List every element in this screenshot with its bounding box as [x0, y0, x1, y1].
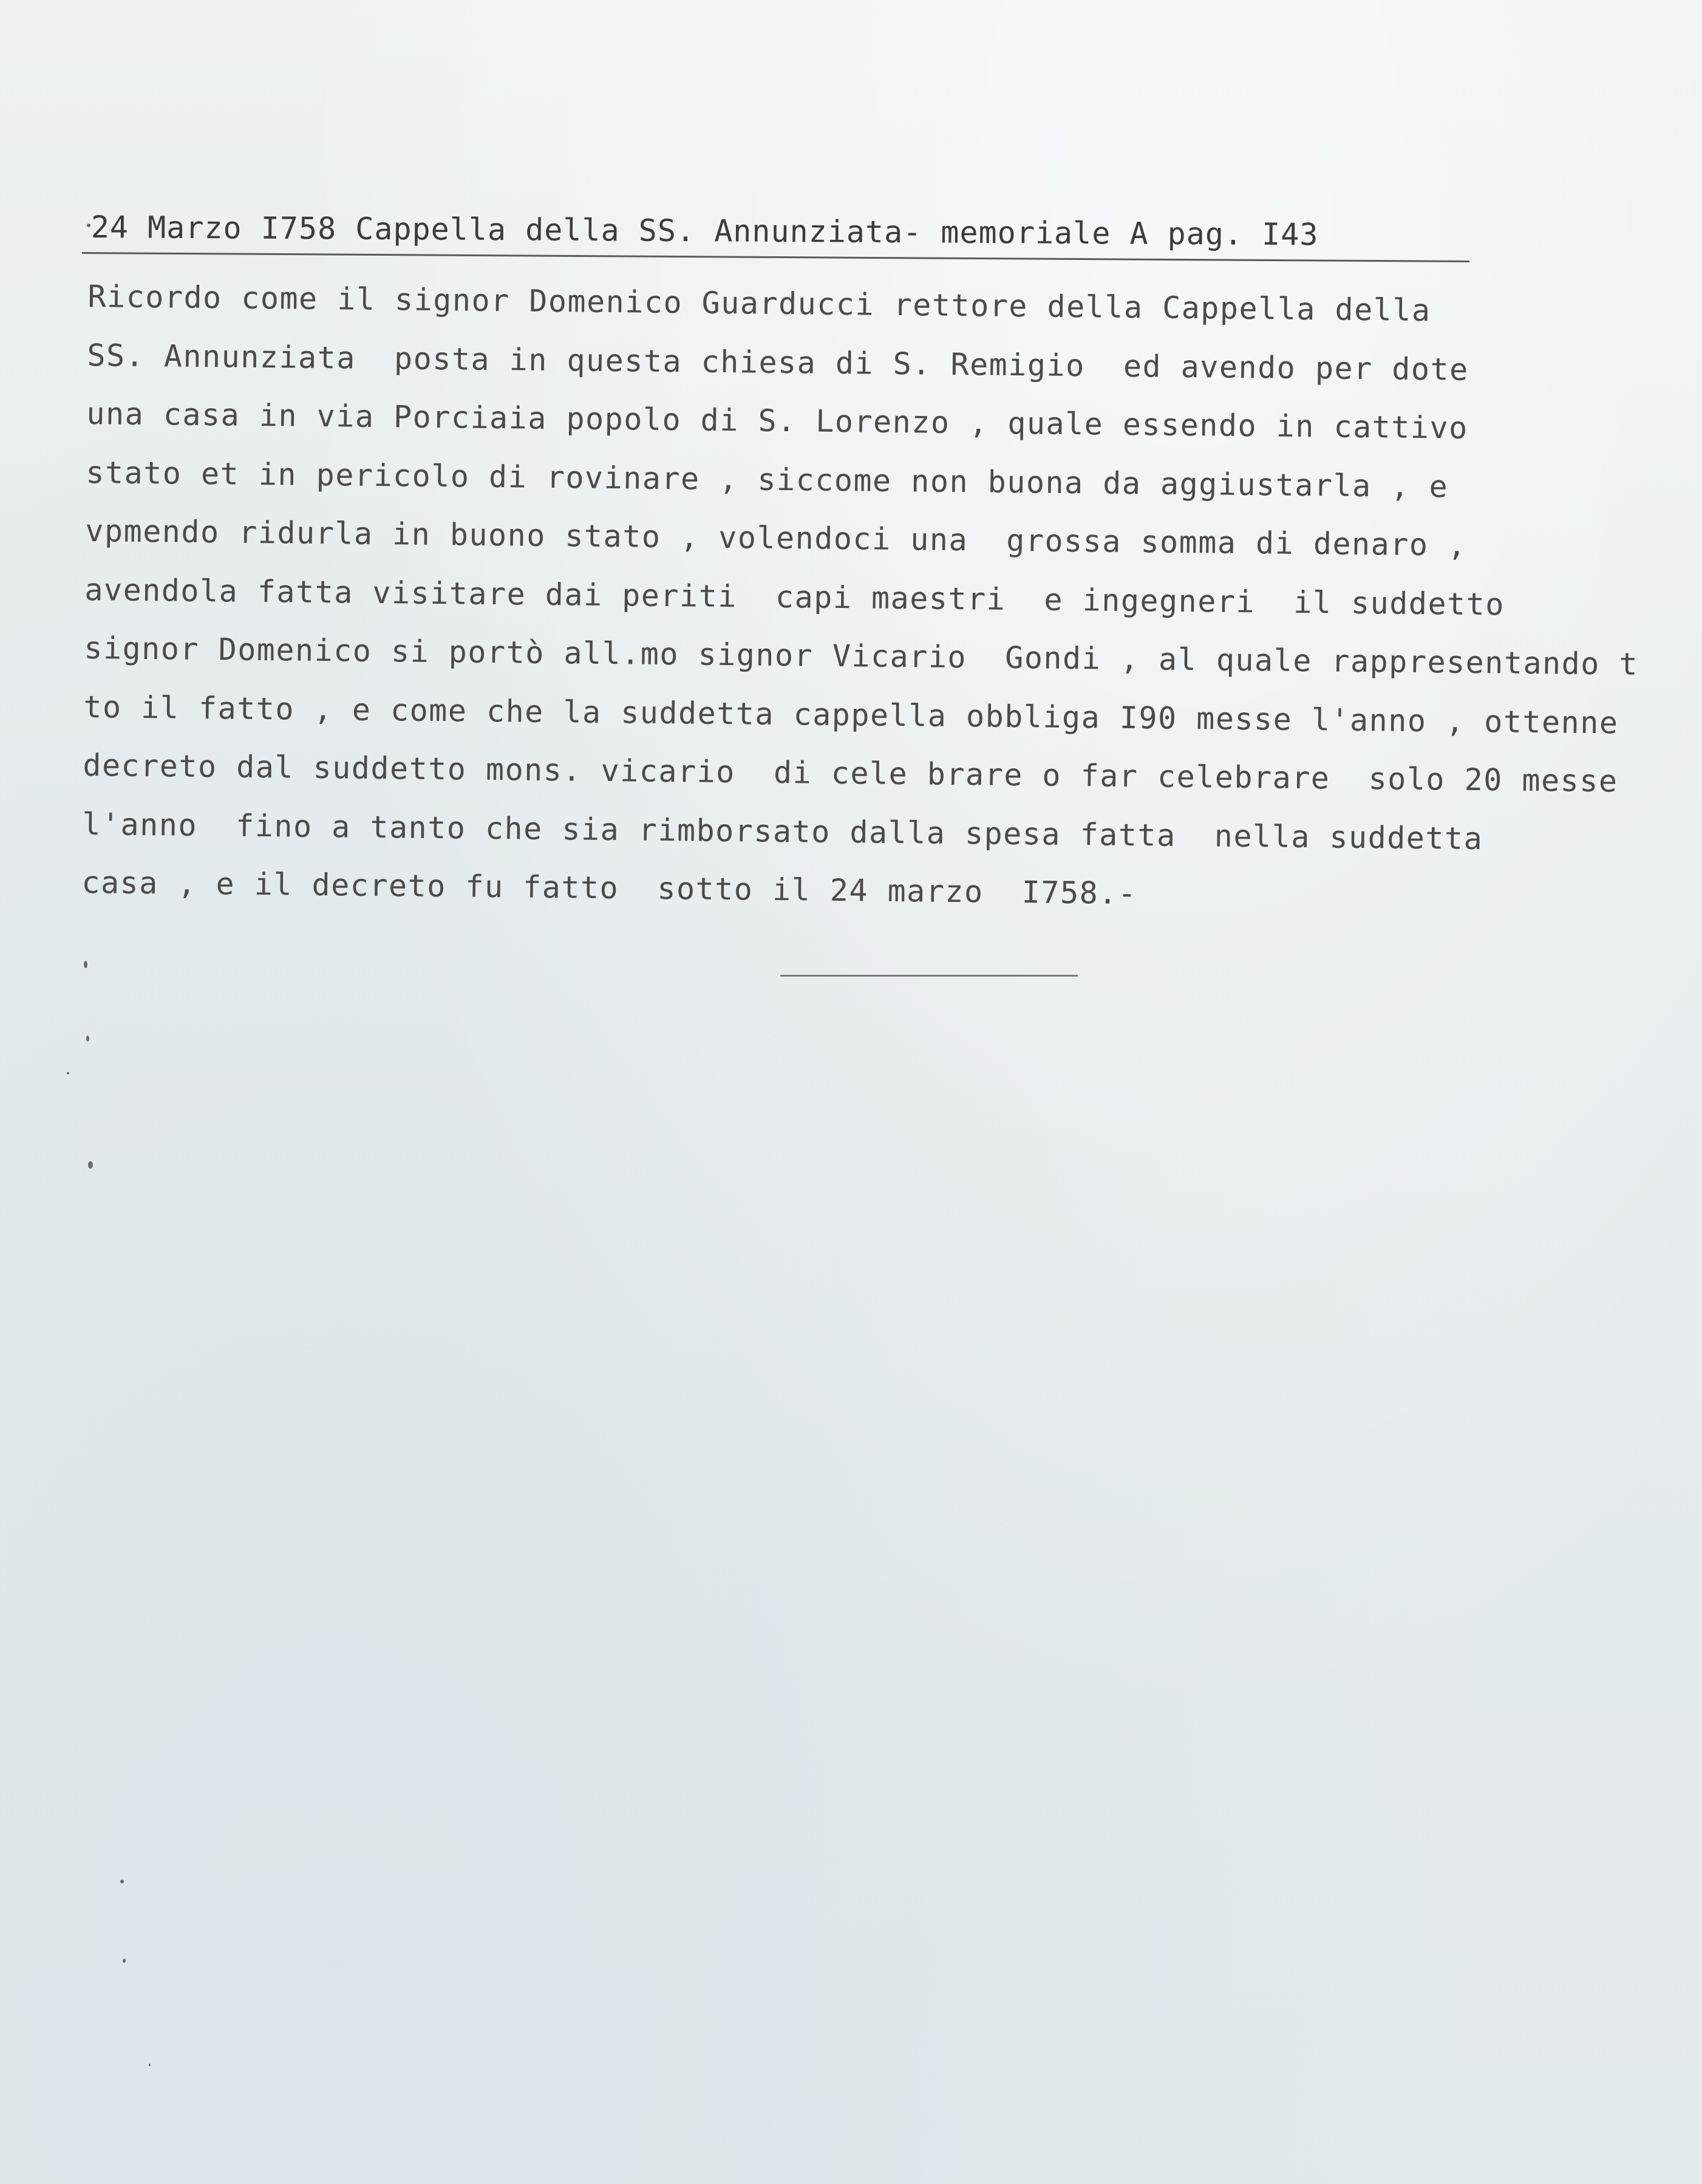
body-line: SS. Annunziata posta in questa chiesa di S. Remigio ed avendo per dote: [87, 337, 1469, 387]
body-line: casa , e il decreto fu fatto sotto il 24 marzo I758.-: [81, 864, 1137, 912]
closing-rule: [780, 975, 1078, 977]
body-line: una casa in via Porciaia popolo di S. Lorenzo , quale essendo in cattivo: [86, 395, 1469, 446]
body-line: decreto dal suddetto mons. vicario di cele brare o far celebrare solo 20 messe: [83, 747, 1618, 799]
paper-speck: [88, 1161, 93, 1169]
paper-speck: [120, 1880, 124, 1883]
paper-speck: [67, 1072, 69, 1074]
body-line: l'anno fino a tanto che sia rimborsato dalla spesa fatta nella suddetta: [82, 806, 1483, 856]
paper-speck: [86, 1036, 89, 1042]
body-line: stato et in pericolo di rovinare , siccome non buona da aggiustarla , e: [86, 454, 1449, 504]
body-line: vpmendo ridurla in buono stato , volendoci una grossa somma di denaro ,: [85, 513, 1468, 563]
document-body: [81, 267, 1697, 929]
paper-speck: [87, 224, 90, 227]
paper-speck: [84, 961, 87, 968]
body-line: signor Domenico si portò all.mo signor Vicario Gondi , al quale rappresentando t: [84, 630, 1639, 682]
document-heading: 24 Marzo I758 Cappella della SS. Annunziata- memoriale A pag. I43: [90, 210, 1319, 253]
paper-speck: [123, 1959, 126, 1963]
heading-underline: [82, 252, 1469, 262]
body-line: to il fatto , e come che la suddetta cappella obbliga I90 messe l'anno , ottenne: [83, 689, 1619, 740]
body-line: Ricordo come il signor Domenico Guarducci rettore della Cappella della: [87, 278, 1431, 329]
paper-speck: [149, 2064, 151, 2066]
body-line: avendola fatta visitare dai periti capi maestri e ingegneri il suddetto: [84, 572, 1505, 622]
